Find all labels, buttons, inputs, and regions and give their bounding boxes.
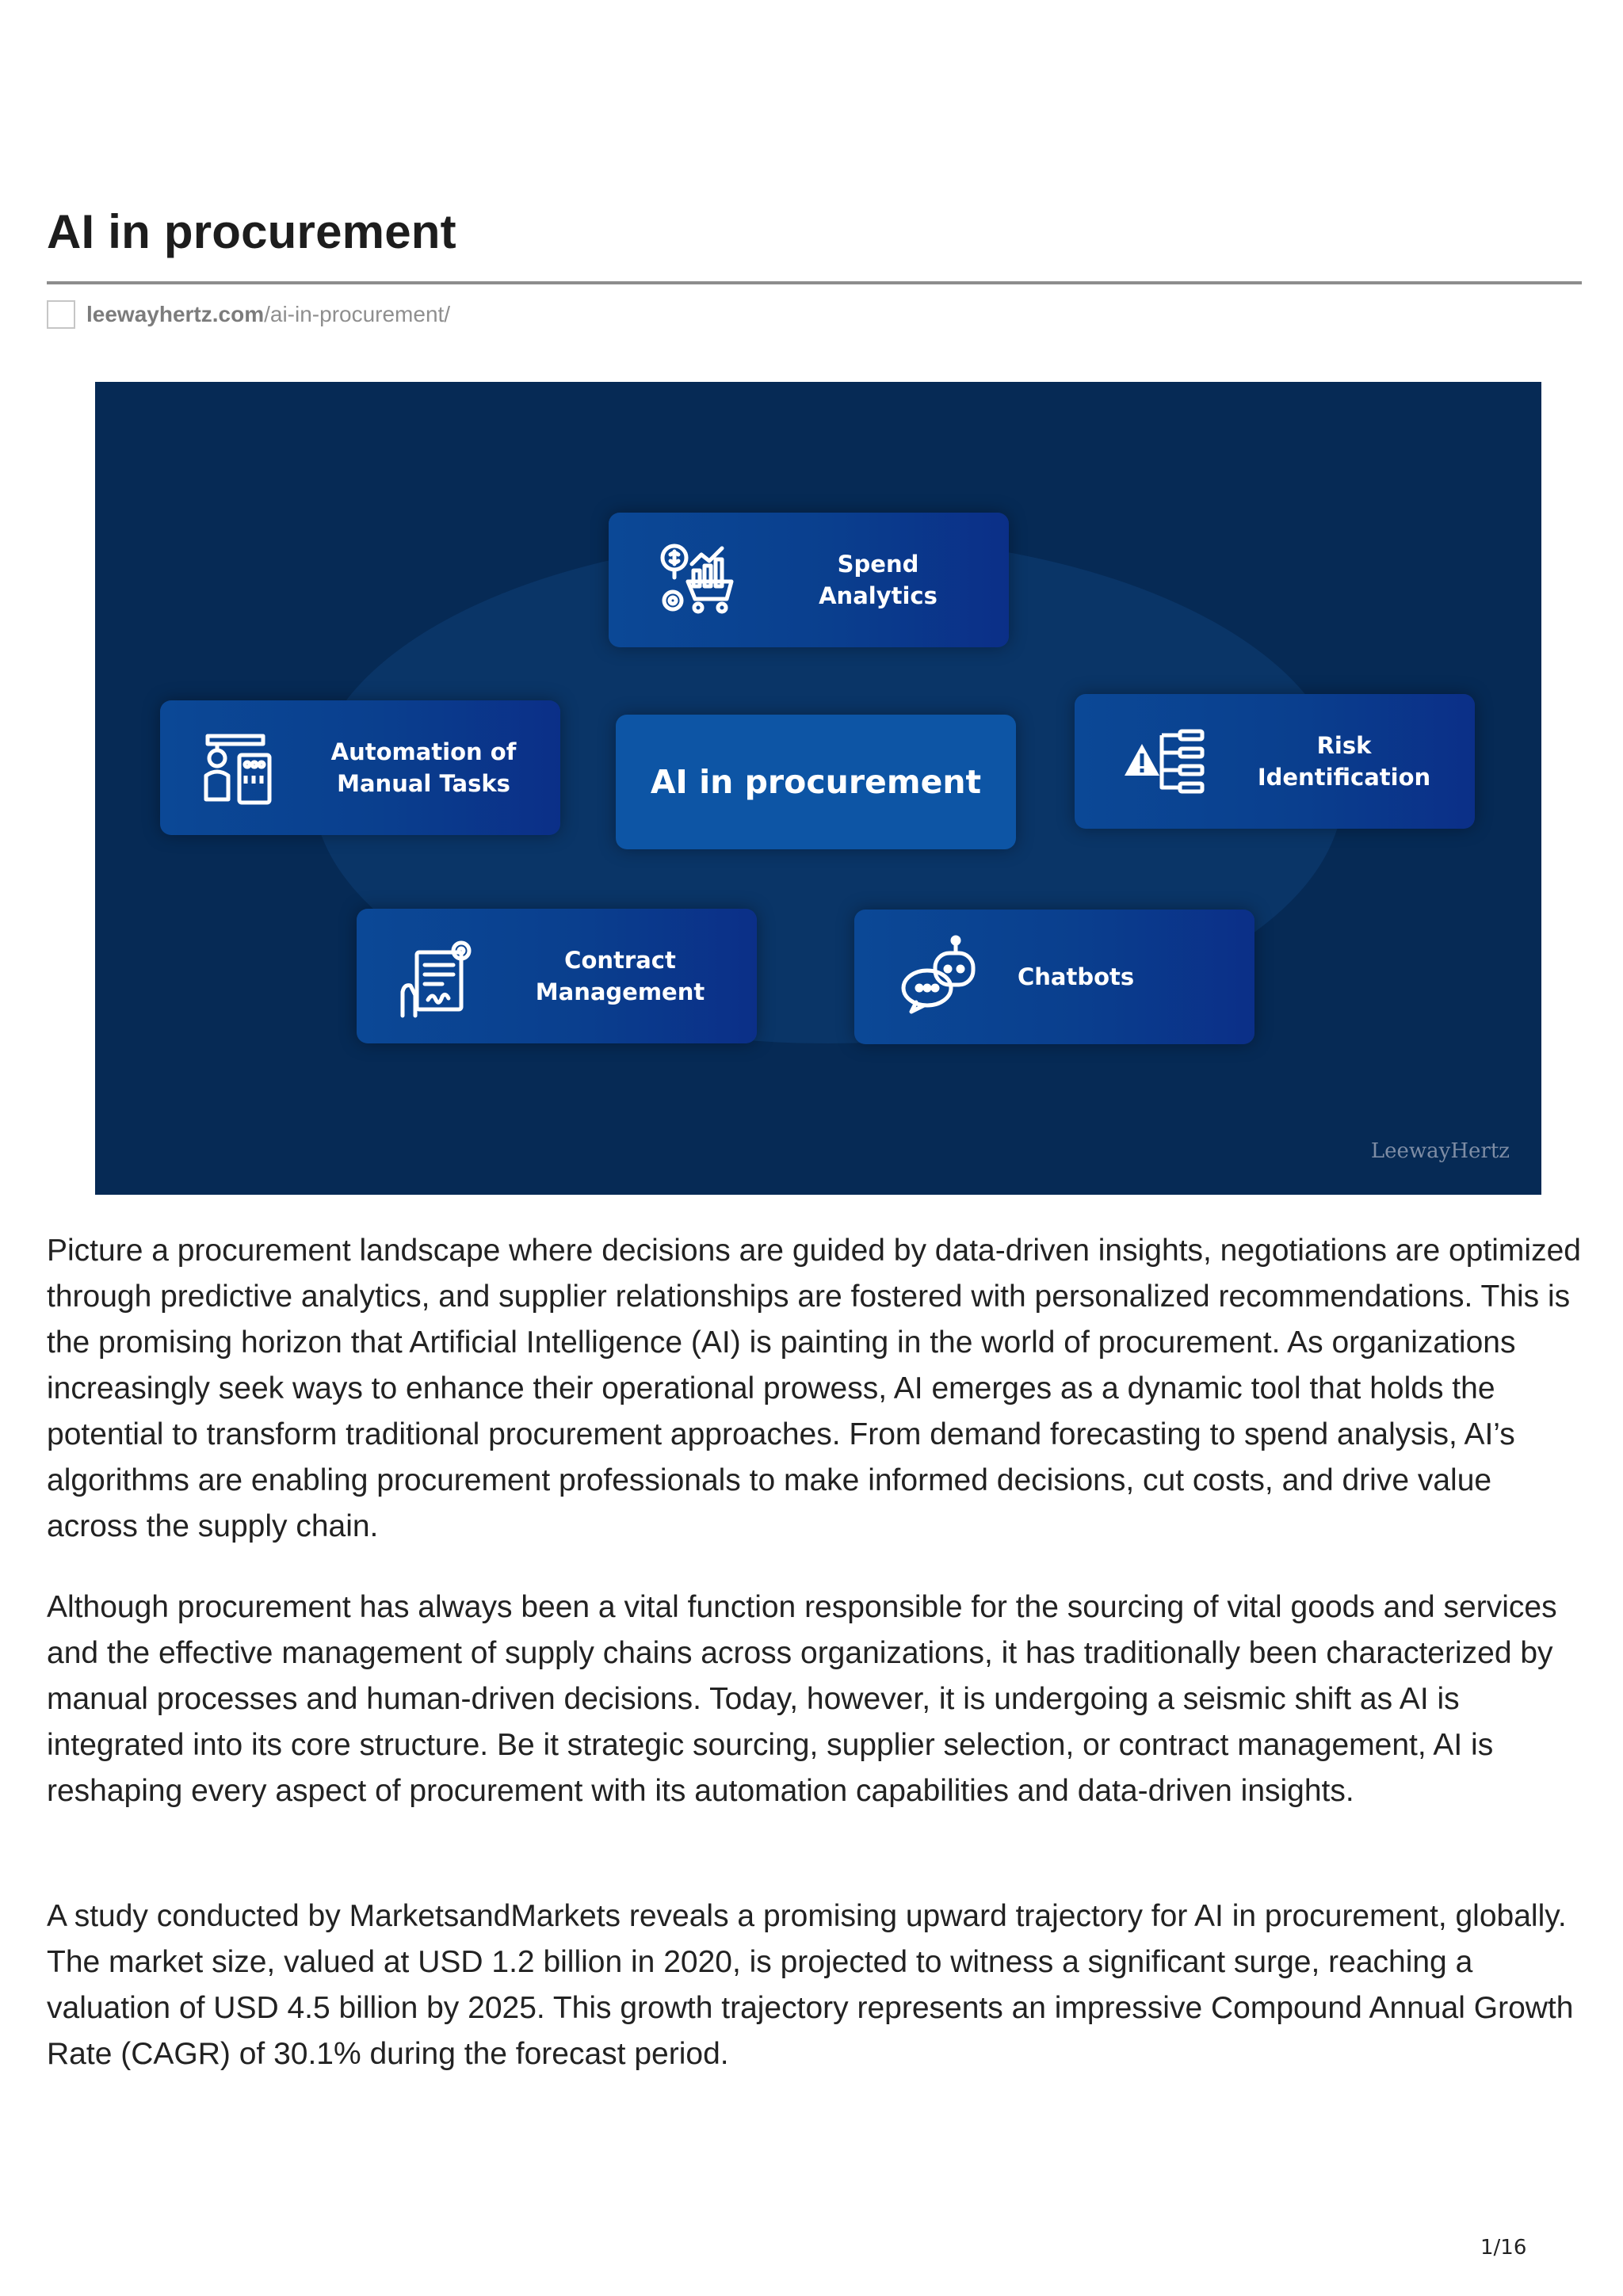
page-title: AI in procurement — [47, 205, 456, 258]
card-label: Contract Management — [535, 947, 705, 1005]
card-contract-management — [357, 909, 757, 1043]
card-label: Chatbots — [1018, 963, 1135, 990]
automation-robot-icon — [192, 720, 287, 815]
page-number: 1/16 — [1480, 2236, 1527, 2260]
card-label: Automation of Manual Tasks — [330, 738, 517, 797]
paragraph-2: Although procurement has always been a vital function responsible for the sourcing of vital goods and services and the effective management of supply chains across organizations, it has traditionally been characterized by manual processes and human-driven decisions. Today, however, it is undergoing a seismic shift as AI is integrated into its core structure. Be it strategic sourcing, supplier selection, or contract management, AI is reshaping every aspect of procurement with its automation capabilities and data-driven insights. — [47, 1590, 1557, 1808]
source-path[interactable]: /ai-in-procurement/ — [264, 302, 451, 326]
hero-infographic — [95, 382, 1541, 1195]
card-chatbots — [854, 910, 1254, 1044]
watermark: LeewayHertz — [1370, 1139, 1510, 1163]
source-domain[interactable]: leewayhertz.com — [86, 302, 265, 326]
card-label: Risk Identification — [1257, 732, 1431, 791]
card-automation — [160, 700, 560, 835]
card-spend-analytics — [609, 513, 1009, 647]
paragraph-1: Picture a procurement landscape where decisions are guided by data-driven insights, negotiations are optimized through predictive analytics, and supplier relationships are fostered with personalized recommendations. This is the promising horizon that Artificial Intelligence (AI) is painting in the world of procurement. As organizations increasingly seek ways to enhance their operational prowess, AI emerges as a dynamic tool that holds the potential to transform traditional procurement approaches. From demand forecasting to spend analysis, AI’s algorithms are enabling procurement professionals to make informed decisions, cut costs, and drive value across the supply chain. — [47, 1234, 1581, 1543]
risk-warning-icon — [1118, 714, 1213, 809]
center-label: AI in procurement — [616, 715, 1016, 849]
favicon-placeholder-icon — [47, 300, 75, 329]
chatbot-icon — [894, 929, 989, 1024]
source-link[interactable] — [47, 297, 450, 332]
card-risk-identification — [1075, 694, 1475, 829]
paragraph-3: A study conducted by MarketsandMarkets reveals a promising upward trajectory for AI in procurement, globally. The market size, valued at USD 1.2 billion in 2020, is projected to witness a significant surge, reaching a valuation of USD 4.5 billion by 2025. This growth trajectory represents an impressive Compound Annual Growth Rate (CAGR) of 30.1% during the forecast period. — [47, 1899, 1574, 2071]
contract-signing-icon — [388, 929, 483, 1024]
card-label: Spend Analytics — [819, 551, 938, 609]
spend-analytics-icon — [652, 532, 747, 627]
title-divider — [47, 281, 1582, 284]
